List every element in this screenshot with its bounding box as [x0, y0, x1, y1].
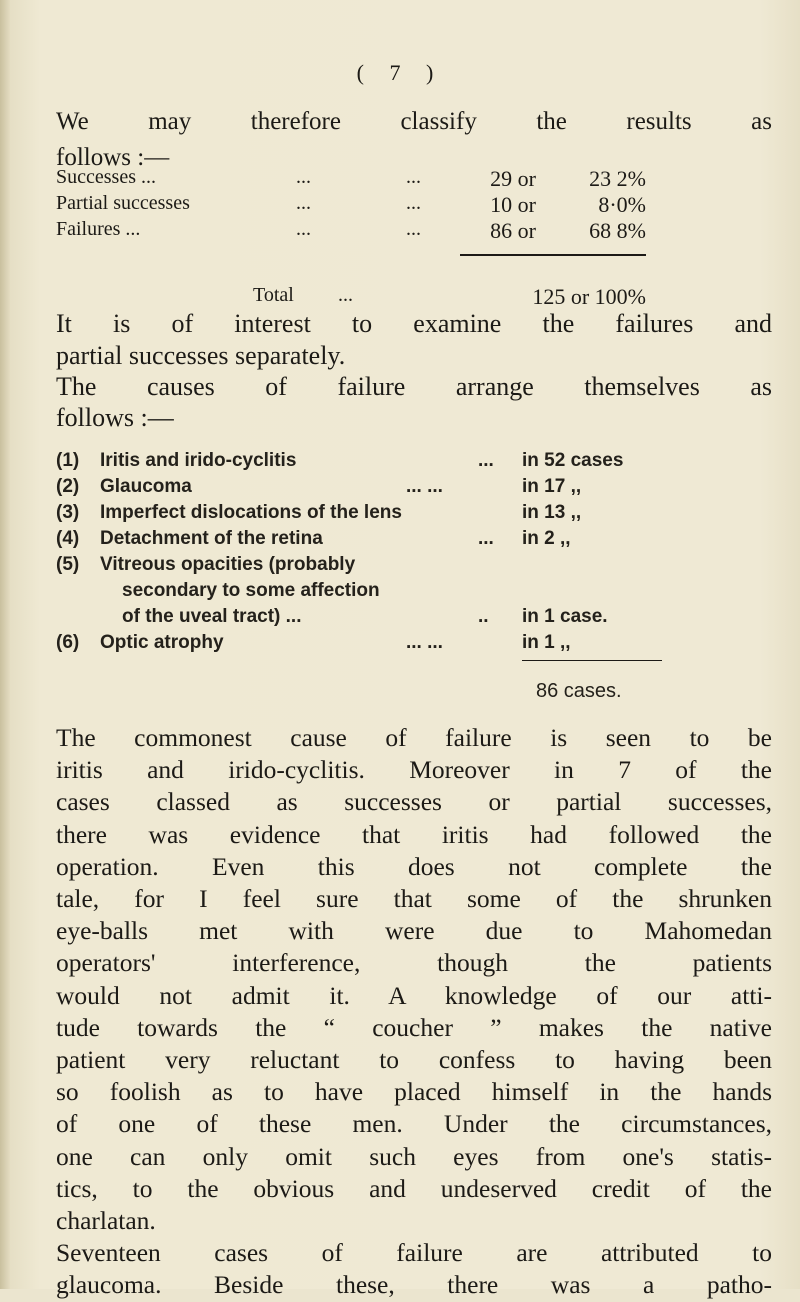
cause-count: in 17 ,,	[522, 476, 582, 497]
results-table	[56, 166, 656, 309]
interest-line-3: The causes of failure arrange themselves as	[56, 372, 772, 401]
row-percent: 8·0%	[598, 192, 646, 217]
cause-count: in 52 cases	[522, 450, 624, 471]
total-value: 125 or 100%	[532, 284, 646, 309]
cause-dots: ..	[478, 606, 489, 627]
body-line: cases classed as successes or partial successes,	[56, 787, 772, 817]
cause-dots: ...	[478, 528, 494, 549]
body-line: patient very reluctant to confess to having been	[56, 1045, 772, 1075]
sum-rule	[460, 254, 646, 256]
cause-count: in 1 case.	[522, 606, 608, 627]
interest-line-1: It is of interest to examine the failures and	[56, 309, 772, 338]
cause-dots: ... ...	[406, 632, 443, 653]
causes-sum-rule	[522, 660, 662, 661]
cause-count: in 1 ,,	[522, 632, 571, 653]
body-line: operation. Even this does not complete the	[56, 851, 772, 881]
body-line: of one of these men. Under the circumstances,	[56, 1109, 772, 1139]
cause-number: (2)	[56, 476, 80, 497]
cause-text: Iritis and irido-cyclitis	[100, 450, 297, 471]
causes-list	[56, 450, 776, 702]
row-label: Successes ...	[56, 166, 156, 188]
cause-text: Vitreous opacities (probably	[100, 554, 356, 575]
interest-line-2: partial successes separately.	[56, 341, 346, 370]
causes-total: 86 cases.	[536, 680, 622, 702]
cause-text: Detachment of the retina	[100, 528, 323, 549]
body-line: operators' interference, though the patients	[56, 948, 772, 978]
row-dots: ...	[406, 218, 421, 240]
cause-text: Glaucoma	[100, 476, 192, 497]
interest-line-4: follows :—	[56, 403, 174, 432]
cause-text: of the uveal tract) ...	[122, 606, 302, 627]
row-count: 10 or	[490, 192, 536, 217]
intro-line-2: follows :—	[56, 144, 170, 171]
body-line: eye-balls met with were due to Mahomedan	[56, 916, 772, 946]
body-line: so foolish as to have placed himself in the hands	[56, 1077, 772, 1107]
row-label: Failures ...	[56, 218, 141, 240]
row-dots: ...	[296, 166, 311, 188]
body-line: The commonest cause of failure is seen to be	[56, 723, 772, 752]
cause-number: (1)	[56, 450, 80, 471]
row-percent: 23 2%	[589, 166, 646, 191]
body-line: tics, to the obvious and undeserved credit of the	[56, 1173, 772, 1203]
body-line: charlatan.	[56, 1206, 156, 1236]
page-number: ( 7 )	[356, 60, 444, 85]
cause-number: (3)	[56, 502, 80, 523]
cause-number: (4)	[56, 528, 80, 549]
intro-line-1: We may therefore classify the results as	[56, 108, 772, 135]
body-paragraph	[56, 722, 772, 1302]
row-count: 29 or	[490, 166, 536, 191]
body-line: one can only omit such eyes from one's statis-	[56, 1141, 772, 1171]
body-line: would not admit it. A knowledge of our atti-	[56, 980, 772, 1010]
total-dots: ...	[338, 284, 353, 306]
row-label: Partial successes	[56, 192, 190, 214]
total-label: Total	[253, 284, 294, 306]
body-line: iritis and irido-cyclitis. Moreover in 7 of the	[56, 755, 772, 785]
cause-number: (6)	[56, 632, 80, 653]
row-percent: 68 8%	[589, 218, 646, 243]
cause-text: Imperfect dislocations of the lens	[100, 502, 402, 523]
row-count: 86 or	[490, 218, 536, 243]
row-dots: ...	[296, 218, 311, 240]
row-dots: ...	[406, 192, 421, 214]
cause-number: (5)	[56, 554, 80, 575]
cause-count: in 13 ,,	[522, 502, 582, 523]
body-line: tale, for I feel sure that some of the shrunken	[56, 884, 772, 914]
cause-text: Optic atrophy	[100, 632, 224, 653]
body-line: tude towards the “ coucher ” makes the native	[56, 1012, 772, 1042]
cause-dots: ...	[478, 450, 494, 471]
row-dots: ...	[296, 192, 311, 214]
row-dots: ...	[406, 166, 421, 188]
cause-count: in 2 ,,	[522, 528, 571, 549]
cause-text: secondary to some affection	[122, 580, 380, 601]
body-line: Seventeen cases of failure are attributed to	[56, 1238, 772, 1268]
body-line: there was evidence that iritis had followed the	[56, 819, 772, 849]
interest-paragraph	[56, 306, 772, 432]
page-binding-edge	[0, 0, 10, 1289]
cause-dots: ... ...	[406, 476, 443, 497]
body-line: glaucoma. Beside these, there was a patho-	[56, 1270, 772, 1300]
